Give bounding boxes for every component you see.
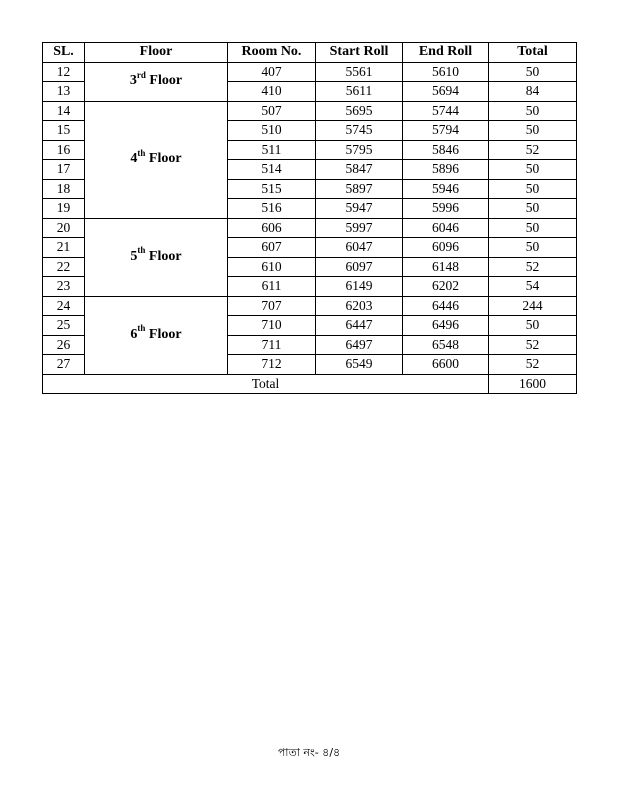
header-row <box>43 43 577 63</box>
cell-start-roll: 5561 <box>316 62 403 82</box>
cell-total: 50 <box>489 238 577 258</box>
cell-total: 50 <box>489 218 577 238</box>
cell-sl: 25 <box>43 316 85 336</box>
cell-sl: 13 <box>43 82 85 102</box>
cell-sl: 23 <box>43 277 85 297</box>
cell-floor <box>85 218 228 296</box>
floor-ordinal-suffix: rd <box>136 69 146 80</box>
cell-end-roll: 5846 <box>403 140 489 160</box>
grand-total-row <box>43 374 577 394</box>
cell-sl: 14 <box>43 101 85 121</box>
cell-sl: 18 <box>43 179 85 199</box>
cell-end-roll: 6496 <box>403 316 489 336</box>
cell-sl: 17 <box>43 160 85 180</box>
cell-sl: 15 <box>43 121 85 141</box>
cell-total: 50 <box>489 160 577 180</box>
header-start-roll: Start Roll <box>316 43 403 63</box>
floor-ordinal-suffix: th <box>137 245 146 256</box>
floor-ordinal-suffix: th <box>137 147 146 158</box>
cell-end-roll: 6600 <box>403 355 489 375</box>
cell-sl: 22 <box>43 257 85 277</box>
cell-end-roll: 5744 <box>403 101 489 121</box>
cell-end-roll: 6148 <box>403 257 489 277</box>
table-row <box>43 218 577 238</box>
grand-total-value: 1600 <box>489 374 577 394</box>
cell-end-roll: 5996 <box>403 199 489 219</box>
cell-room-no: 712 <box>228 355 316 375</box>
cell-end-roll: 6548 <box>403 335 489 355</box>
floor-number: 4 <box>130 151 138 167</box>
cell-room-no: 607 <box>228 238 316 258</box>
cell-end-roll: 5794 <box>403 121 489 141</box>
cell-end-roll: 6446 <box>403 296 489 316</box>
cell-sl: 19 <box>43 199 85 219</box>
cell-start-roll: 6097 <box>316 257 403 277</box>
cell-total: 244 <box>489 296 577 316</box>
cell-end-roll: 6202 <box>403 277 489 297</box>
floor-number: 3 <box>129 73 137 89</box>
table-row <box>43 62 577 82</box>
cell-total: 52 <box>489 257 577 277</box>
cell-total: 50 <box>489 316 577 336</box>
grand-total-label: Total <box>43 374 489 394</box>
cell-end-roll: 6096 <box>403 238 489 258</box>
cell-floor <box>85 101 228 218</box>
cell-end-roll: 5896 <box>403 160 489 180</box>
cell-room-no: 711 <box>228 335 316 355</box>
header-floor: Floor <box>85 43 228 63</box>
cell-room-no: 514 <box>228 160 316 180</box>
header-end-roll: End Roll <box>403 43 489 63</box>
table-row <box>43 101 577 121</box>
cell-sl: 26 <box>43 335 85 355</box>
floor-number: 5 <box>130 248 138 264</box>
cell-sl: 16 <box>43 140 85 160</box>
cell-end-roll: 5946 <box>403 179 489 199</box>
floor-number: 6 <box>130 326 138 342</box>
cell-total: 50 <box>489 179 577 199</box>
cell-end-roll: 6046 <box>403 218 489 238</box>
page-number: পাতা নং- ৪/৪ <box>277 746 341 759</box>
cell-start-roll: 5847 <box>316 160 403 180</box>
cell-total: 52 <box>489 140 577 160</box>
cell-start-roll: 5795 <box>316 140 403 160</box>
floor-word: Floor <box>148 151 182 167</box>
cell-room-no: 407 <box>228 62 316 82</box>
cell-total: 54 <box>489 277 577 297</box>
header-room-no: Room No. <box>228 43 316 63</box>
header-total: Total <box>489 43 577 63</box>
cell-total: 50 <box>489 101 577 121</box>
cell-floor <box>85 62 228 101</box>
header-sl: SL. <box>43 43 85 63</box>
cell-room-no: 606 <box>228 218 316 238</box>
cell-room-no: 610 <box>228 257 316 277</box>
cell-start-roll: 6047 <box>316 238 403 258</box>
cell-total: 84 <box>489 82 577 102</box>
cell-room-no: 611 <box>228 277 316 297</box>
table-body <box>43 62 577 374</box>
seat-plan-table <box>42 42 577 394</box>
cell-room-no: 710 <box>228 316 316 336</box>
floor-ordinal-suffix: th <box>137 323 146 334</box>
cell-room-no: 516 <box>228 199 316 219</box>
cell-total: 52 <box>489 335 577 355</box>
cell-room-no: 510 <box>228 121 316 141</box>
cell-total: 50 <box>489 199 577 219</box>
cell-floor <box>85 296 228 374</box>
cell-start-roll: 6447 <box>316 316 403 336</box>
floor-word: Floor <box>148 326 182 342</box>
table-row <box>43 296 577 316</box>
cell-sl: 27 <box>43 355 85 375</box>
floor-word: Floor <box>148 248 182 264</box>
cell-start-roll: 5745 <box>316 121 403 141</box>
cell-room-no: 507 <box>228 101 316 121</box>
floor-word: Floor <box>149 73 183 89</box>
cell-total: 50 <box>489 62 577 82</box>
cell-start-roll: 5611 <box>316 82 403 102</box>
cell-room-no: 515 <box>228 179 316 199</box>
cell-start-roll: 6203 <box>316 296 403 316</box>
cell-total: 52 <box>489 355 577 375</box>
cell-sl: 24 <box>43 296 85 316</box>
cell-start-roll: 5897 <box>316 179 403 199</box>
cell-end-roll: 5610 <box>403 62 489 82</box>
cell-start-roll: 6497 <box>316 335 403 355</box>
cell-start-roll: 6549 <box>316 355 403 375</box>
cell-start-roll: 6149 <box>316 277 403 297</box>
cell-room-no: 511 <box>228 140 316 160</box>
cell-sl: 12 <box>43 62 85 82</box>
cell-sl: 21 <box>43 238 85 258</box>
cell-end-roll: 5694 <box>403 82 489 102</box>
cell-start-roll: 5947 <box>316 199 403 219</box>
cell-room-no: 410 <box>228 82 316 102</box>
cell-sl: 20 <box>43 218 85 238</box>
cell-room-no: 707 <box>228 296 316 316</box>
cell-start-roll: 5695 <box>316 101 403 121</box>
cell-start-roll: 5997 <box>316 218 403 238</box>
cell-total: 50 <box>489 121 577 141</box>
